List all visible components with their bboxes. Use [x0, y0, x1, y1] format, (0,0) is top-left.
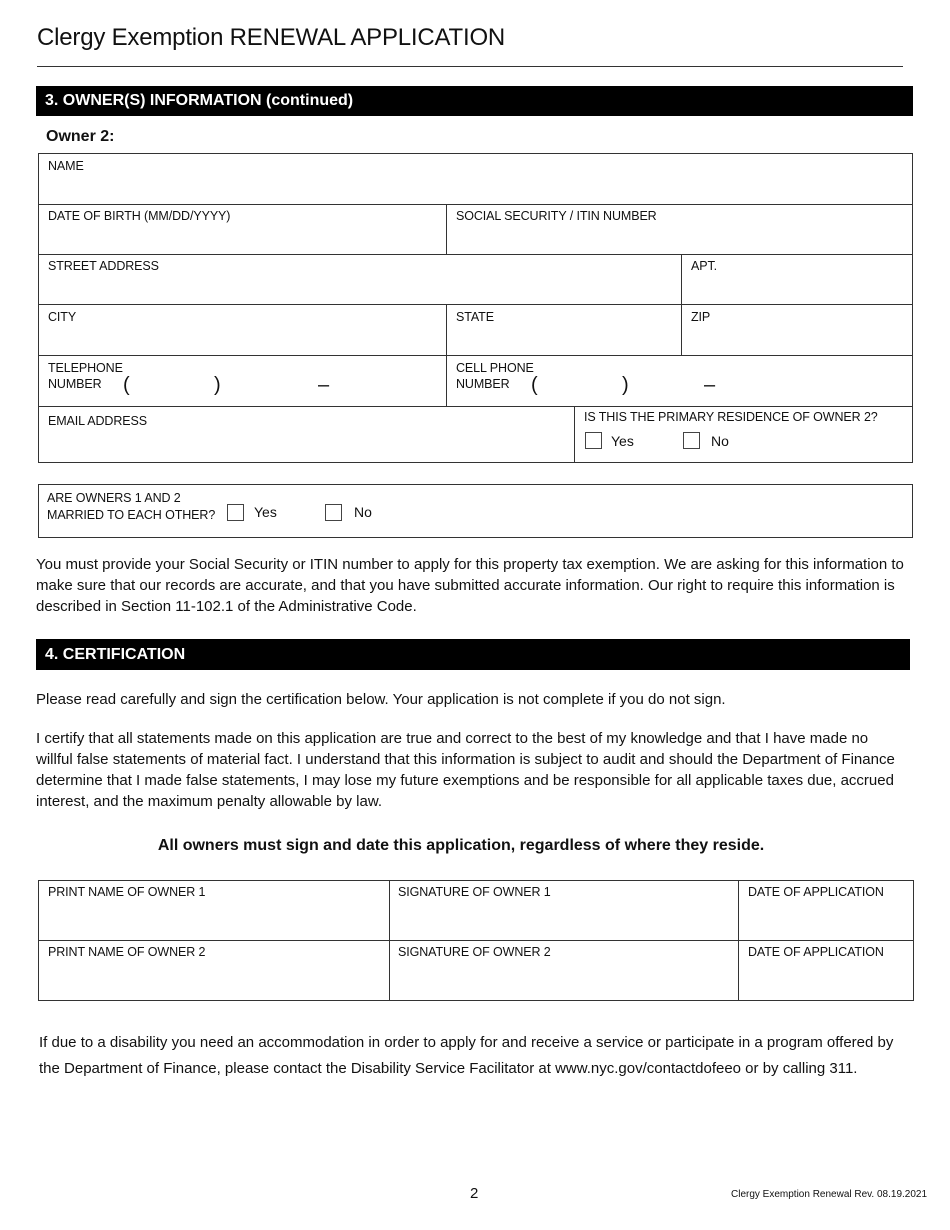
primary-residence-yes-checkbox[interactable] — [585, 432, 602, 449]
signature-owner-1-field[interactable]: SIGNATURE OF OWNER 1 — [398, 885, 551, 899]
row-divider — [38, 304, 913, 305]
email-address-field[interactable]: EMAIL ADDRESS — [48, 414, 147, 428]
row-divider — [38, 406, 913, 407]
primary-residence-no-label: No — [711, 433, 729, 449]
married-yes-checkbox[interactable] — [227, 504, 244, 521]
ssn-itin-field[interactable]: SOCIAL SECURITY / ITIN NUMBER — [456, 209, 657, 223]
cell-phone-label-line2: NUMBER — [456, 377, 510, 391]
cell-open-paren: ( — [531, 374, 538, 396]
column-divider — [738, 880, 739, 1001]
row-divider — [38, 355, 913, 356]
phone-open-paren: ( — [123, 374, 130, 396]
married-no-checkbox[interactable] — [325, 504, 342, 521]
date-of-application-1-field[interactable]: DATE OF APPLICATION — [748, 885, 884, 899]
primary-residence-question: IS THIS THE PRIMARY RESIDENCE OF OWNER 2? — [584, 410, 878, 424]
column-divider — [389, 880, 390, 1001]
name-field[interactable]: NAME — [48, 159, 84, 173]
city-field[interactable]: CITY — [48, 310, 77, 324]
row-divider — [38, 940, 914, 941]
disability-notice: If due to a disability you need an accommodation in order to apply for and receive a service or participate in a program offered by the Department of Finance, please contact the Disability Service Facilitator at www.nyc.gov/contactdofeeo or by calling 311. — [39, 1034, 894, 1077]
owner-2-label: Owner 2: — [46, 128, 115, 145]
telephone-field[interactable] — [48, 357, 446, 405]
page-number: 2 — [470, 1185, 479, 1202]
date-of-application-2-field[interactable]: DATE OF APPLICATION — [748, 945, 884, 959]
telephone-label-line2: NUMBER — [48, 377, 102, 391]
cell-dash: – — [704, 374, 716, 396]
column-divider — [446, 204, 447, 254]
row-divider — [38, 204, 913, 205]
primary-residence-no-checkbox[interactable] — [683, 432, 700, 449]
footer-revision: Clergy Exemption Renewal Rev. 08.19.2021 — [731, 1189, 928, 1200]
ssn-notice: You must provide your Social Security or ITIN number to apply for this property tax exemption. We are asking for this information to make sure that our records are accurate, and that you have submitted accurate information. Our right to require this information is described in Section 11-102.1 of the Administrative Code. — [36, 556, 904, 615]
section-4-header: 4. CERTIFICATION — [36, 639, 910, 670]
married-yes-label: Yes — [254, 504, 277, 520]
certification-instruction: Please read carefully and sign the certification below. Your application is not complete if you do not sign. — [36, 691, 726, 708]
row-divider — [38, 254, 913, 255]
street-address-field[interactable]: STREET ADDRESS — [48, 259, 159, 273]
state-field[interactable]: STATE — [456, 310, 494, 324]
cell-phone-field[interactable] — [456, 357, 912, 405]
print-name-owner-2-field[interactable]: PRINT NAME OF OWNER 2 — [48, 945, 206, 959]
document-title: Clergy Exemption RENEWAL APPLICATION — [37, 24, 506, 51]
telephone-label-line1: TELEPHONE — [48, 361, 123, 375]
primary-residence-yes-label: Yes — [611, 433, 634, 449]
column-divider — [574, 406, 575, 463]
signature-owner-2-field[interactable]: SIGNATURE OF OWNER 2 — [398, 945, 551, 959]
zip-field[interactable]: ZIP — [691, 310, 711, 324]
all-owners-notice: All owners must sign and date this application, regardless of where they reside. — [157, 837, 765, 854]
cell-close-paren: ) — [622, 374, 629, 396]
column-divider — [446, 304, 447, 406]
print-name-owner-1-field[interactable]: PRINT NAME OF OWNER 1 — [48, 885, 206, 899]
married-question-line1: ARE OWNERS 1 AND 2 — [47, 491, 181, 505]
phone-close-paren: ) — [214, 374, 221, 396]
phone-dash: – — [318, 374, 330, 396]
married-no-label: No — [354, 504, 372, 520]
apt-field[interactable]: APT. — [691, 259, 717, 273]
cell-phone-label-line1: CELL PHONE — [456, 361, 534, 375]
certification-text: I certify that all statements made on this application are true and correct to the best of my knowledge and that I have made no willful false statements of material fact. I understand that this information is subject to audit and should the Department of Finance determine that I made false statements, I may lose my future exemptions and be responsible for all applicable taxes due, accrued interest, and the maximum penalty allowable by law. — [36, 730, 895, 810]
column-divider — [681, 254, 682, 355]
date-of-birth-field[interactable]: DATE OF BIRTH (MM/DD/YYYY) — [48, 209, 231, 223]
married-question-line2: MARRIED TO EACH OTHER? — [47, 508, 216, 522]
title-divider — [37, 66, 903, 67]
section-3-header: 3. OWNER(S) INFORMATION (continued) — [36, 86, 913, 116]
